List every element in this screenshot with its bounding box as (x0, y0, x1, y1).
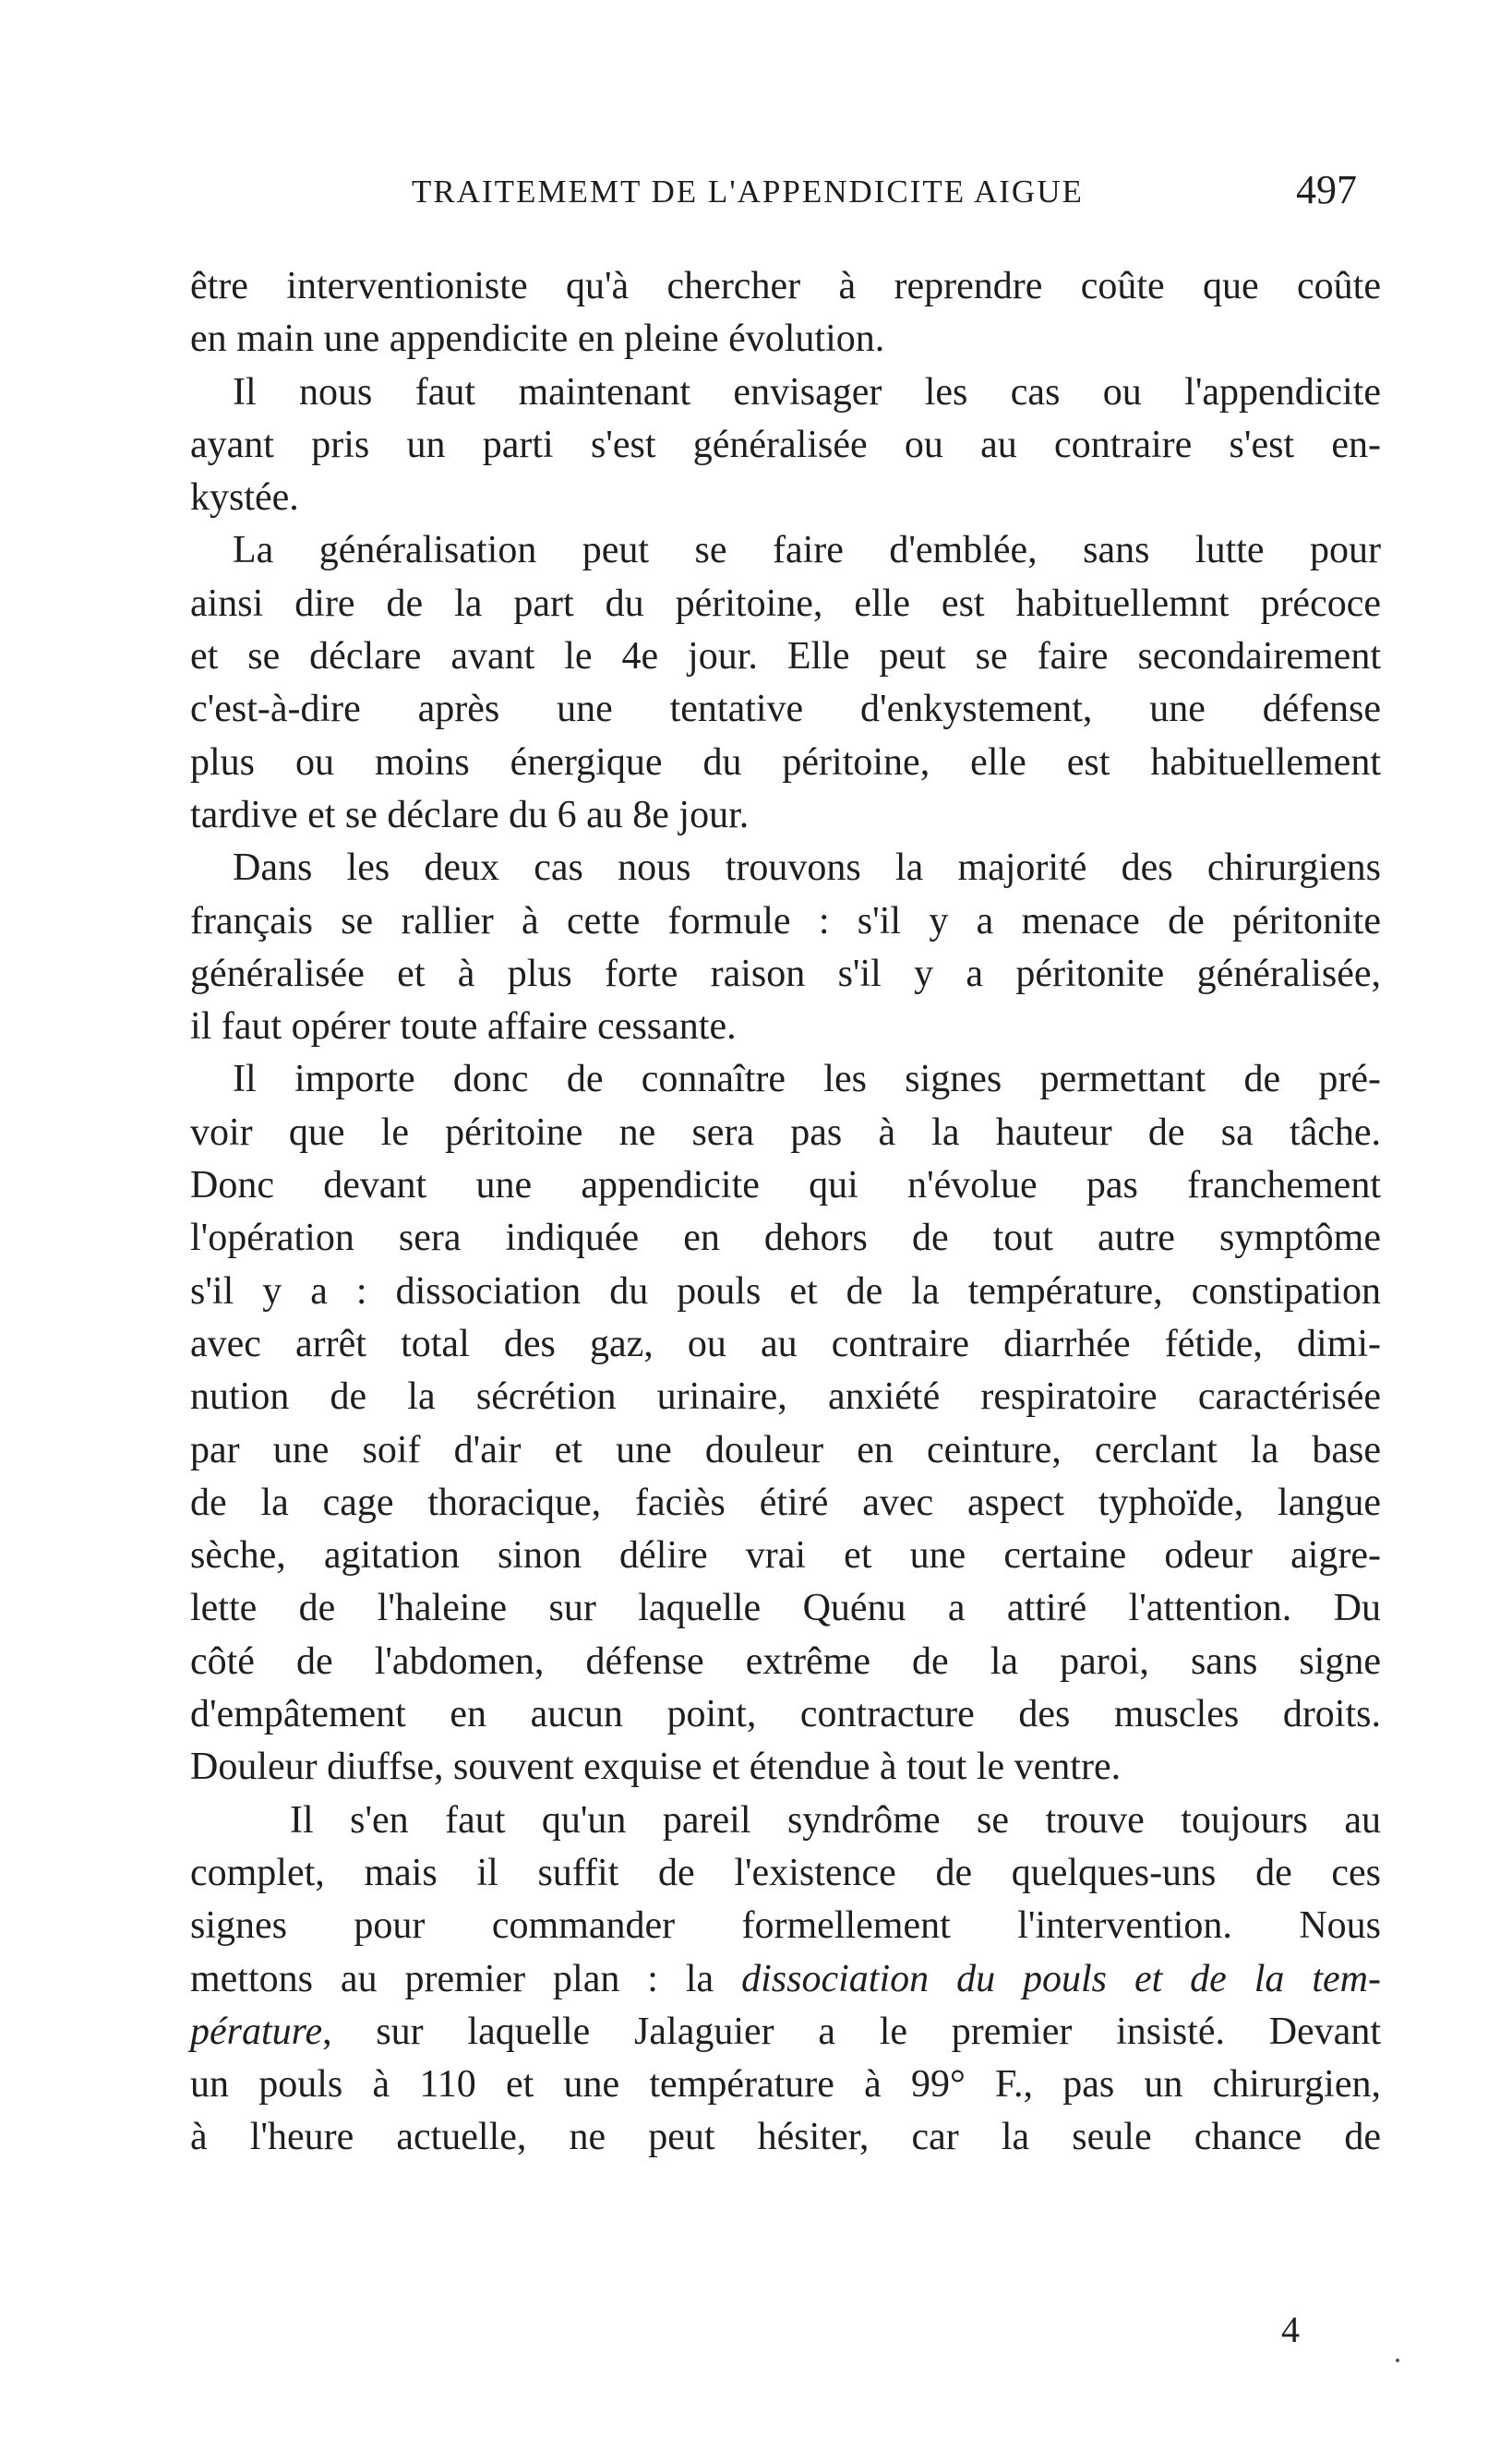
text-line: à l'heure actuelle, ne peut hésiter, car la seule chance de (190, 2116, 1381, 2159)
text-line: un pouls à 110 et une température à 99° F., pas un chirurgien, (190, 2063, 1381, 2107)
text-fragment: la (685, 1957, 714, 2000)
text-line: complet, mais il suffit de l'existence de quelques-uns de ces (190, 1851, 1381, 1894)
text-line: côté de l'abdomen, défense extrême de la paroi, sans signe (190, 1639, 1381, 1683)
italic-emphasis: dissociation du pouls et de la tem- (741, 1957, 1381, 2000)
text-line: nution de la sécrétion urinaire, anxiété respiratoire caractérisée (190, 1375, 1381, 1419)
paragraph-start: Il importe donc de connaître les signes permettant de pré- (233, 1058, 1381, 1101)
paragraph-start: Il nous faut maintenant envisager les cas ou l'appendicite (233, 370, 1381, 414)
text-line: tardive et se déclare du 6 au 8e jour. (190, 793, 750, 836)
text-line: d'empâtement en aucun point, contracture des muscles droits. (190, 1693, 1381, 1736)
text-line: généralisée et à plus forte raison s'il y a péritonite généralisée, (190, 952, 1381, 995)
text-line: s'il y a : dissociation du pouls et de la température, constipation (190, 1269, 1381, 1313)
text-line: ainsi dire de la part du péritoine, elle est habituellemnt précoce (190, 582, 1381, 625)
text-line: sèche, agitation sinon délire vrai et une certaine odeur aigre- (190, 1534, 1381, 1578)
text-line: avec arrêt total des gaz, ou au contraire diarrhée fétide, dimi- (190, 1322, 1381, 1365)
text-line: lette de l'haleine sur laquelle Quénu a attiré l'attention. Du (190, 1587, 1381, 1630)
text-line: l'opération sera indiquée en dehors de tout autre symptôme (190, 1217, 1381, 1260)
text-line: voir que le péritoine ne sera pas à la hauteur de sa tâche. (190, 1110, 1381, 1154)
speck-mark (1396, 2359, 1399, 2362)
paragraph-start: Dans les deux cas nous trouvons la majorité des chirurgiens (233, 846, 1381, 890)
text-line: et se déclare avant le 4e jour. Elle peut se faire secondairement (190, 635, 1381, 678)
text-line (190, 2006, 1381, 2059)
paragraph-start: La généralisation peut se faire d'emblée, sans lutte pour (233, 529, 1381, 572)
text-line: il faut opérer toute affaire cessante. (190, 1005, 737, 1049)
signature-mark: 4 (1281, 2309, 1300, 2350)
text-line: signes pour commander formellement l'intervention. Nous (190, 1904, 1381, 1948)
text-line: français se rallier à cette formule : s'il y a menace de péritonite (190, 899, 1381, 942)
text-line: plus ou moins énergique du péritoine, elle est habituellement (190, 740, 1381, 784)
text-line: par une soif d'air et une douleur en ceinture, cerclant la base (190, 1428, 1381, 1471)
page-number: 497 (1296, 167, 1357, 212)
text-fragment: mettons au premier plan : (190, 1957, 658, 2000)
running-head: TRAITEMEMT DE L'APPENDICITE AIGUE (412, 174, 1084, 210)
text-line (190, 1953, 1381, 2006)
body-text (190, 260, 1381, 2165)
text-line: de la cage thoracique, faciès étiré avec aspect typhoïde, langue (190, 1481, 1381, 1524)
text-fragment: , sur laquelle Jalaguier a le premier insisté. Devant (322, 2010, 1381, 2053)
text-line: être interventioniste qu'à chercher à reprendre coûte que coûte (190, 265, 1381, 307)
text-line: c'est-à-dire après une tentative d'enkystement, une défense (190, 688, 1381, 731)
text-line: kystée. (190, 476, 299, 520)
text-line: Douleur diuffse, souvent exquise et étendue à tout le ventre. (190, 1746, 1122, 1789)
italic-emphasis: pérature (190, 2010, 323, 2053)
text-line: en main une appendicite en pleine évolution. (190, 318, 885, 361)
text-line: Donc devant une appendicite qui n'évolue pas franchement (190, 1164, 1381, 1207)
paragraph-start: Il s'en faut qu'un pareil syndrôme se trouve toujours au (290, 1798, 1381, 1842)
text-line: ayant pris un parti s'est généralisée ou au contraire s'est en- (190, 423, 1381, 466)
